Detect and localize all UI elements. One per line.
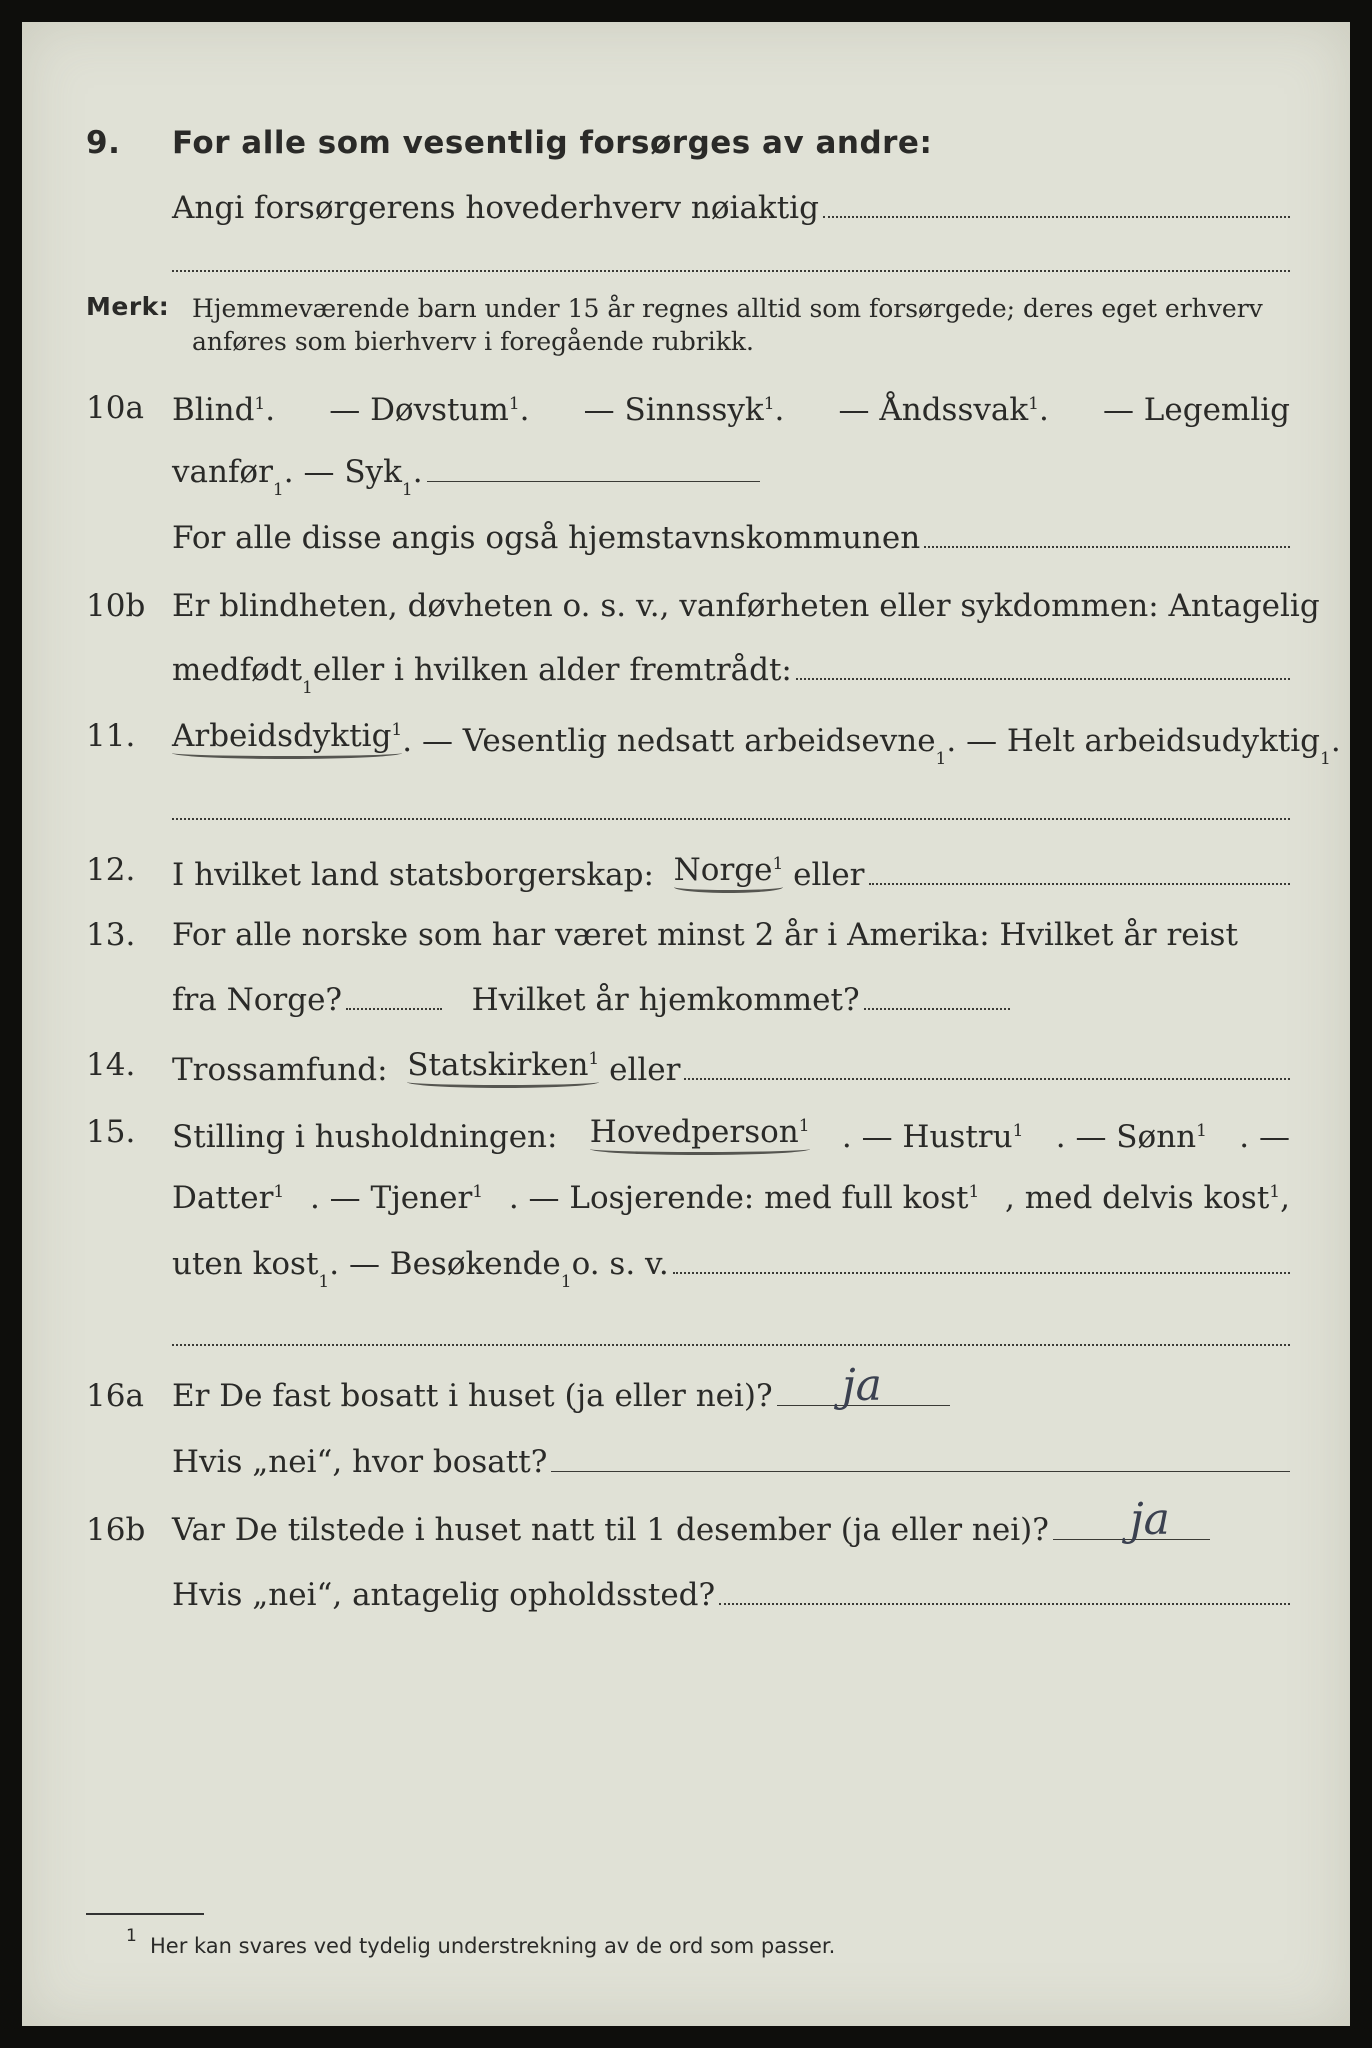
q12-number: 12.: [86, 852, 136, 888]
q10b-number: 10b: [86, 588, 146, 624]
q16a-line1: Er De fast bosatt i huset (ja eller nei)?: [172, 1378, 950, 1414]
q15-blank-line: [172, 1344, 1290, 1346]
merk-line1: Hjemmeværende barn under 15 år regnes alltid som forsørgede; deres eget erhverv: [192, 294, 1263, 323]
q14-number: 14.: [86, 1047, 136, 1083]
q10a-number: 10a: [86, 390, 144, 426]
q13-line2: fra Norge? Hvilket år hjemkommet?: [172, 982, 1010, 1018]
q10a-item-sinnssyk: — Sinnssyk1.: [583, 392, 785, 428]
q16b-handwritten-answer: ja: [1130, 1494, 1170, 1545]
q10b-line1: Er blindheten, døvheten o. s. v., vanførheten eller sykdommen: Antagelig: [172, 588, 1320, 624]
q13-line1: For alle norske som har været minst 2 år i Amerika: Hvilket år reist: [172, 917, 1238, 953]
census-form-page: [22, 22, 1350, 2026]
q11-arbeidsdyktig-underlined: Arbeidsdyktig1: [172, 718, 402, 759]
q10a-item-dovstum: — Døvstum1.: [329, 392, 530, 428]
q16b-number: 16b: [86, 1512, 146, 1548]
q9-number: 9.: [86, 125, 121, 161]
q9-blank-line: [172, 270, 1290, 272]
q14-line: Trossamfund: Statskirken1 eller: [172, 1047, 1290, 1088]
q11-number: 11.: [86, 718, 136, 754]
q10a-item-blind: Blind1.: [172, 392, 276, 428]
q11-line: Arbeidsdyktig1 . — Vesentlig nedsatt arbeidsevne 1 . — Helt arbeidsudyktig 1 .: [172, 718, 1341, 769]
q15-line3: uten kost 1 . — Besøkende 1 o. s. v.: [172, 1246, 1290, 1282]
q13-number: 13.: [86, 917, 136, 953]
q16a-handwritten-answer: ja: [842, 1360, 882, 1411]
q16b-line2: Hvis „nei“, antagelig opholdssted?: [172, 1577, 1290, 1613]
q10b-line2: medfødt 1 eller i hvilken alder fremtrådt:: [172, 652, 1290, 688]
q15-hovedperson-underlined: Hovedperson1: [590, 1114, 810, 1155]
q15-line1: Stilling i husholdningen: Hovedperson1 . — Hustru1 . — Sønn1 . —: [172, 1114, 1290, 1155]
merk-label: Merk:: [86, 292, 170, 321]
q12-line: I hvilket land statsborgerskap: Norge1 eller: [172, 852, 1290, 893]
q10a-item-andssvak: — Åndssvak1.: [838, 392, 1049, 428]
q15-number: 15.: [86, 1114, 136, 1150]
q10a-line1: [172, 392, 1290, 428]
q10a-line3: For alle disse angis også hjemstavnskommunen: [172, 520, 1290, 556]
q9-title: For alle som vesentlig forsørges av andre:: [172, 125, 933, 161]
q11-blank-line: [172, 818, 1290, 820]
q16b-line1: Var De tilstede i huset natt til 1 desember (ja eller nei)?: [172, 1512, 1210, 1548]
footnote: 1 Her kan svares ved tydelig understrekning av de ord som passer.: [126, 1926, 836, 1958]
q15-line2: Datter1 . — Tjener1 . — Losjerende: med full kost1 , med delvis kost1,: [172, 1180, 1290, 1216]
footnote-rule: [86, 1913, 204, 1915]
merk-line2: anføres som bierhverv i foregående rubrikk.: [192, 327, 754, 356]
q16a-number: 16a: [86, 1378, 144, 1414]
q10a-line2: vanfør 1 . — Syk 1 .: [172, 454, 760, 490]
q10a-item-legemlig: — Legemlig: [1102, 392, 1290, 428]
footnote-text: Her kan svares ved tydelig understrekning av de ord som passer.: [150, 1934, 836, 1958]
q16a-line2: Hvis „nei“, hvor bosatt?: [172, 1444, 1290, 1480]
q12-norge-underlined: Norge1: [674, 852, 784, 893]
q14-statskirken-underlined: Statskirken1: [407, 1047, 599, 1088]
q9-line2: Angi forsørgerens hovederhverv nøiaktig: [172, 190, 1290, 226]
